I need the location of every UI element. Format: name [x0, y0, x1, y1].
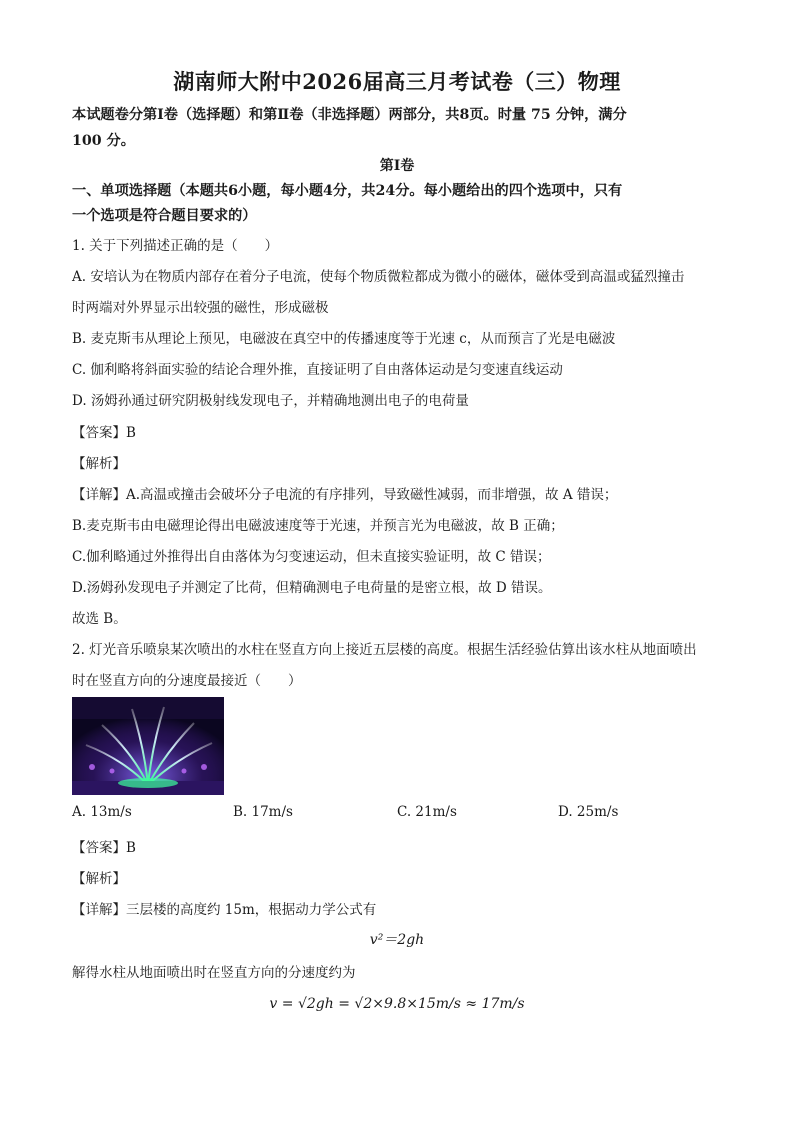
q1-option-a-line-1: A. 安培认为在物质内部存在着分子电流，使每个物质微粒都成为微小的磁体，磁体受到高温或猛烈撞击: [72, 269, 685, 285]
fountain-illustration: [72, 697, 224, 795]
q1-detail-1: 【详解】A.高温或撞击会破坏分子电流的有序排列，导致磁性减弱，而非增强，故 A 错误；: [72, 487, 618, 503]
q2-option-b: B. 17m/s: [233, 804, 293, 820]
q2-stem-line-2: 时在竖直方向的分速度最接近（ ）: [72, 673, 302, 689]
q1-option-c: C. 伽利略将斜面实验的结论合理外推，直接证明了自由落体运动是匀变速直线运动: [72, 362, 563, 378]
q2-formula-1: v²＝2gh: [369, 932, 425, 948]
intro-line-1: 本试题卷分第Ⅰ卷（选择题）和第Ⅱ卷（非选择题）两部分，共8页。时量 75 分钟，满分: [72, 107, 627, 123]
q2-detail-1: 【详解】三层楼的高度约 15m，根据动力学公式有: [72, 902, 377, 918]
fountain-photo: [72, 697, 224, 795]
q1-option-d: D. 汤姆孙通过研究阴极射线发现电子，并精确地测出电子的电荷量: [72, 393, 469, 409]
q2-formula-2: v = √2gh = √2×9.8×15m/s ≈ 17m/s: [269, 996, 525, 1012]
q2-option-c: C. 21m/s: [397, 804, 457, 820]
q1-stem: 1. 关于下列描述正确的是（ ）: [72, 238, 279, 254]
q2-detail-2: 解得水柱从地面喷出时在竖直方向的分速度约为: [72, 965, 356, 981]
q1-detail-2: B.麦克斯韦由电磁理论得出电磁波速度等于光速，并预言光为电磁波，故 B 正确；: [72, 518, 564, 534]
q1-conclusion: 故选 B。: [72, 611, 127, 627]
q1-option-b: B. 麦克斯韦从理论上预见，电磁波在真空中的传播速度等于光速 c，从而预言了光是电磁波: [72, 331, 616, 347]
intro-line-2: 100 分。: [72, 133, 135, 149]
q1-answer: 【答案】B: [72, 425, 136, 441]
q1-option-a-line-2: 时两端对外界显示出较强的磁性，形成磁极: [72, 300, 329, 316]
q2-stem-line-1: 2. 灯光音乐喷泉某次喷出的水柱在竖直方向上接近五层楼的高度。根据生活经验估算出该水柱从地面喷出: [72, 642, 697, 658]
q2-option-a: A. 13m/s: [72, 804, 132, 820]
q2-analysis-label: 【解析】: [72, 871, 126, 887]
q2-answer: 【答案】B: [72, 840, 136, 856]
q2-option-d: D. 25m/s: [558, 804, 619, 820]
part1-heading-line-2: 一个选项是符合题目要求的）: [72, 208, 257, 224]
q1-analysis-label: 【解析】: [72, 456, 126, 472]
q1-detail-3: C.伽利略通过外推得出自由落体为匀变速运动，但未直接实验证明，故 C 错误；: [72, 549, 551, 565]
part1-heading-line-1: 一、单项选择题（本题共6小题，每小题4分，共24分。每小题给出的四个选项中，只有: [72, 183, 623, 199]
page-title: 湖南师大附中2026届高三月考试卷（三）物理: [173, 69, 621, 94]
q1-detail-4: D.汤姆孙发现电子并测定了比荷，但精确测电子电荷量的是密立根，故 D 错误。: [72, 580, 552, 596]
section-title: 第Ⅰ卷: [379, 158, 415, 174]
